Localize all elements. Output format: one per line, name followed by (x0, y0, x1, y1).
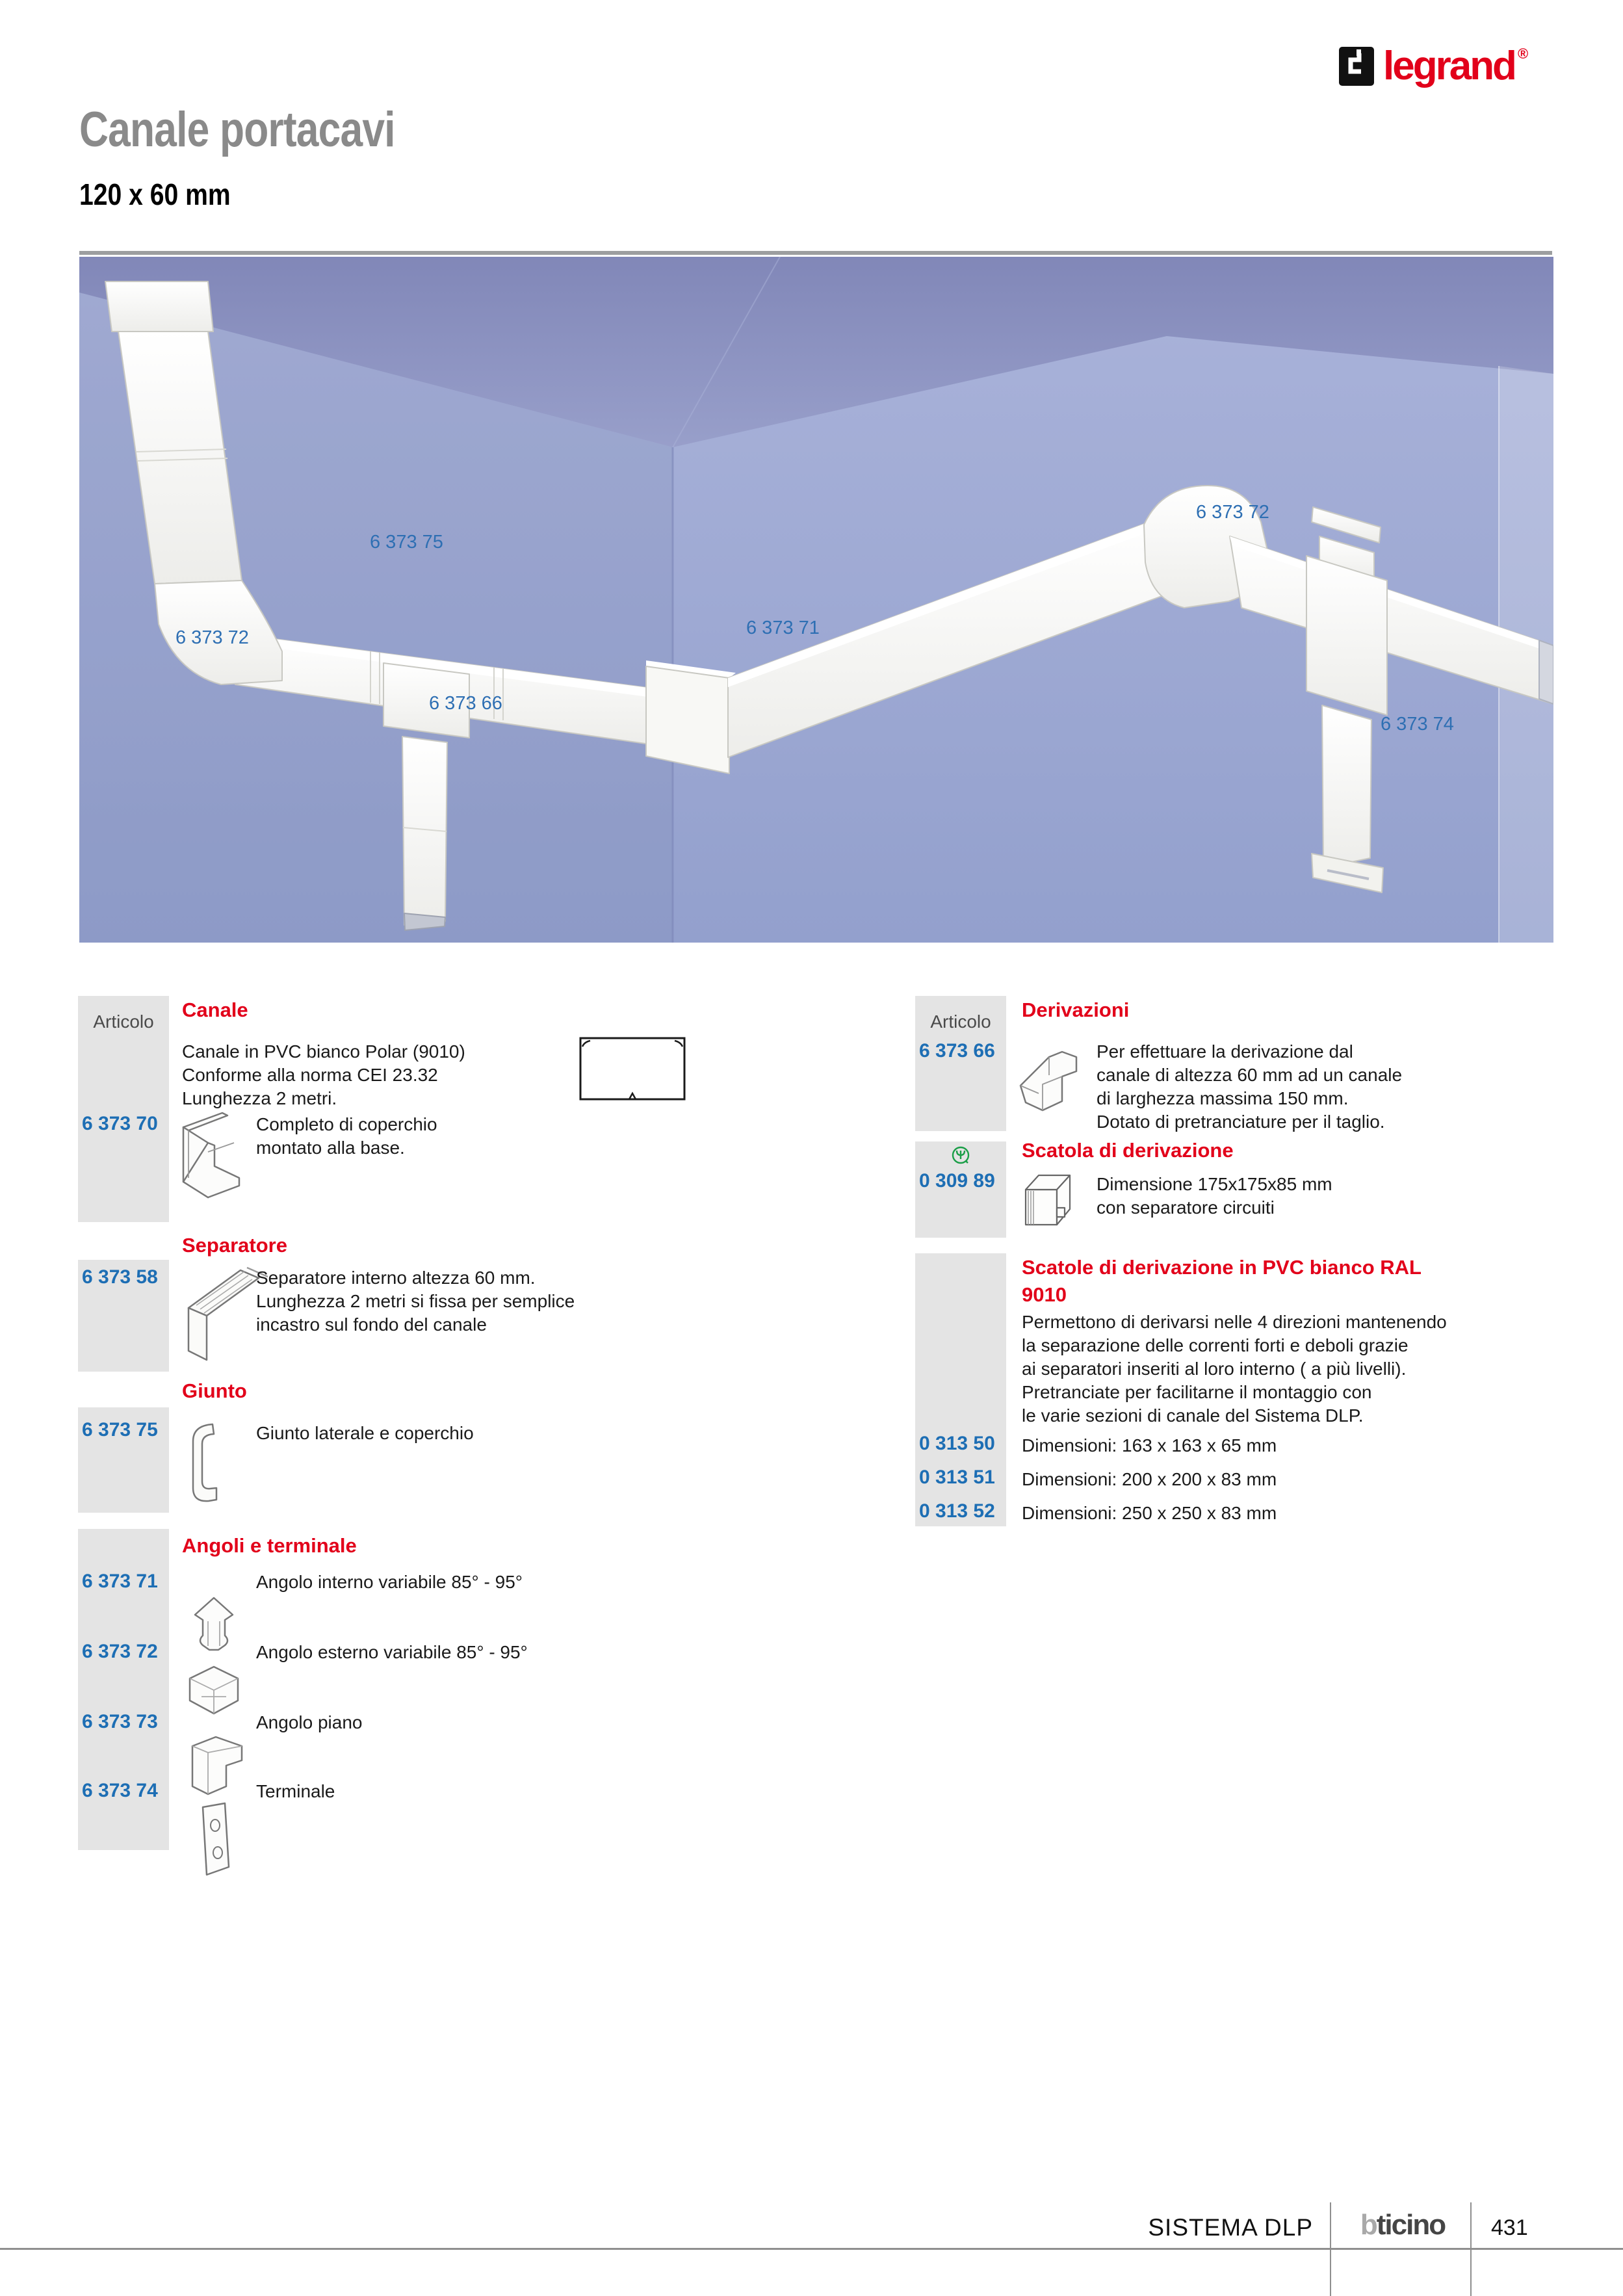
section-heading-scatole-line1: Scatole di derivazione in PVC bianco RAL (1022, 1256, 1422, 1279)
canale-profile-icon (177, 1106, 252, 1212)
canale-desc-1: Canale in PVC bianco Polar (9010) (182, 1041, 465, 1062)
scatole-row-1-desc: Dimensioni: 163 x 163 x 65 mm (1022, 1435, 1277, 1455)
imq-quality-mark-icon (950, 1145, 971, 1166)
title-divider (79, 251, 1552, 255)
left-articolo-header: Articolo (78, 996, 169, 1048)
canale-sub-1: Completo di coperchio (256, 1114, 437, 1134)
page-title: Canale portacavi (79, 102, 395, 157)
separatore-desc-1: Separatore interno altezza 60 mm. (256, 1268, 536, 1288)
footer-system-name: SISTEMA DLP (1148, 2214, 1313, 2241)
section-heading-scatola: Scatola di derivazione (1022, 1139, 1234, 1162)
code-030989: 0 309 89 (919, 1170, 995, 1192)
scatole-row-2-desc: Dimensioni: 200 x 200 x 83 mm (1022, 1469, 1277, 1489)
terminale-desc: Terminale (256, 1781, 335, 1801)
scatole-para-3: ai separatori inseriti al loro interno ( a più livelli). (1022, 1359, 1407, 1379)
part-label-637371: 6 373 71 (746, 618, 820, 638)
footer-vertical-divider-2 (1470, 2202, 1472, 2296)
derivazione-icon (1013, 1045, 1091, 1123)
scatola-desc-2: con separatore circuiti (1097, 1197, 1275, 1218)
scatole-row-3-desc: Dimensioni: 250 x 250 x 83 mm (1022, 1503, 1277, 1523)
legrand-logo (1339, 44, 1529, 88)
angolo-interno-desc: Angolo interno variabile 85° - 95° (256, 1572, 523, 1592)
scatole-para-1: Permettono di derivarsi nelle 4 direzioni mantenendo (1022, 1312, 1447, 1332)
code-637366: 6 373 66 (919, 1040, 995, 1062)
code-637358: 6 373 58 (82, 1266, 158, 1288)
bticino-logo-b: b (1360, 2209, 1377, 2241)
derivazioni-desc-2: canale di altezza 60 mm ad un canale (1097, 1065, 1403, 1085)
separatore-desc-2: Lunghezza 2 metri si fissa per semplice (256, 1291, 575, 1311)
code-637372: 6 373 72 (82, 1641, 158, 1662)
scatola-desc-1: Dimensione 175x175x85 mm (1097, 1174, 1332, 1194)
code-637371: 6 373 71 (82, 1571, 158, 1592)
derivazioni-desc-4: Dotato di pretranciature per il taglio. (1097, 1112, 1385, 1132)
code-637373: 6 373 73 (82, 1711, 158, 1732)
footer-divider (0, 2248, 1623, 2250)
page-number: 431 (1491, 2215, 1528, 2240)
code-637374: 6 373 74 (82, 1780, 158, 1801)
angolo-interno-icon (183, 1594, 245, 1656)
canale-desc-3: Lunghezza 2 metri. (182, 1088, 337, 1108)
angolo-piano-desc: Angolo piano (256, 1712, 363, 1732)
part-label-637366: 6 373 66 (429, 693, 502, 714)
legrand-wordmark: legrand (1383, 44, 1515, 88)
code-031351: 0 313 51 (919, 1467, 995, 1488)
bticino-logo-ticino: ticino (1376, 2209, 1446, 2241)
derivazioni-desc-3: di larghezza massima 150 mm. (1097, 1088, 1349, 1108)
section-heading-angoli: Angoli e terminale (182, 1534, 357, 1557)
part-label-637374: 6 373 74 (1381, 714, 1454, 735)
legrand-square-icon (1339, 47, 1374, 86)
separatore-desc-3: incastro sul fondo del canale (256, 1314, 487, 1335)
code-637370: 6 373 70 (82, 1113, 158, 1134)
scatole-para-4: Pretranciate per facilitarne il montaggio con (1022, 1382, 1372, 1402)
room-scene (79, 257, 1553, 943)
canale-sub-2: montato alla base. (256, 1138, 405, 1158)
angolo-esterno-desc: Angolo esterno variabile 85° - 95° (256, 1642, 528, 1662)
giunto-desc: Giunto laterale e coperchio (256, 1423, 474, 1443)
right-articolo-header: Articolo (915, 996, 1006, 1048)
canale-desc-2: Conforme alla norma CEI 23.32 (182, 1065, 438, 1085)
product-illustration (79, 257, 1553, 943)
scatole-para-5: le varie sezioni di canale del Sistema DLP. (1022, 1405, 1364, 1426)
part-label-637375: 6 373 75 (370, 532, 443, 553)
giunto-icon (187, 1420, 222, 1509)
code-031350: 0 313 50 (919, 1433, 995, 1454)
registered-mark: ® (1517, 46, 1529, 62)
section-heading-scatole-line2: 9010 (1022, 1283, 1067, 1306)
section-heading-separatore: Separatore (182, 1234, 287, 1257)
code-637375: 6 373 75 (82, 1419, 158, 1441)
page-subtitle: 120 x 60 mm (79, 177, 231, 211)
terminale-icon (190, 1801, 235, 1879)
footer-vertical-divider-1 (1330, 2202, 1331, 2296)
section-heading-derivazioni: Derivazioni (1022, 998, 1130, 1021)
section-heading-canale: Canale (182, 998, 248, 1021)
scatole-para-2: la separazione delle correnti forti e deboli grazie (1022, 1335, 1409, 1355)
angolo-esterno-icon (183, 1662, 245, 1723)
scatola-box-icon (1019, 1168, 1079, 1230)
part-label-637372-right: 6 373 72 (1196, 502, 1269, 523)
code-031352: 0 313 52 (919, 1500, 995, 1522)
section-heading-giunto: Giunto (182, 1379, 247, 1402)
canale-cross-section-icon (578, 1036, 686, 1101)
derivazioni-desc-1: Per effettuare la derivazione dal (1097, 1041, 1353, 1062)
part-label-637372-left: 6 373 72 (175, 627, 249, 648)
angolo-piano-icon (183, 1732, 247, 1797)
bticino-logo (1338, 2209, 1468, 2241)
